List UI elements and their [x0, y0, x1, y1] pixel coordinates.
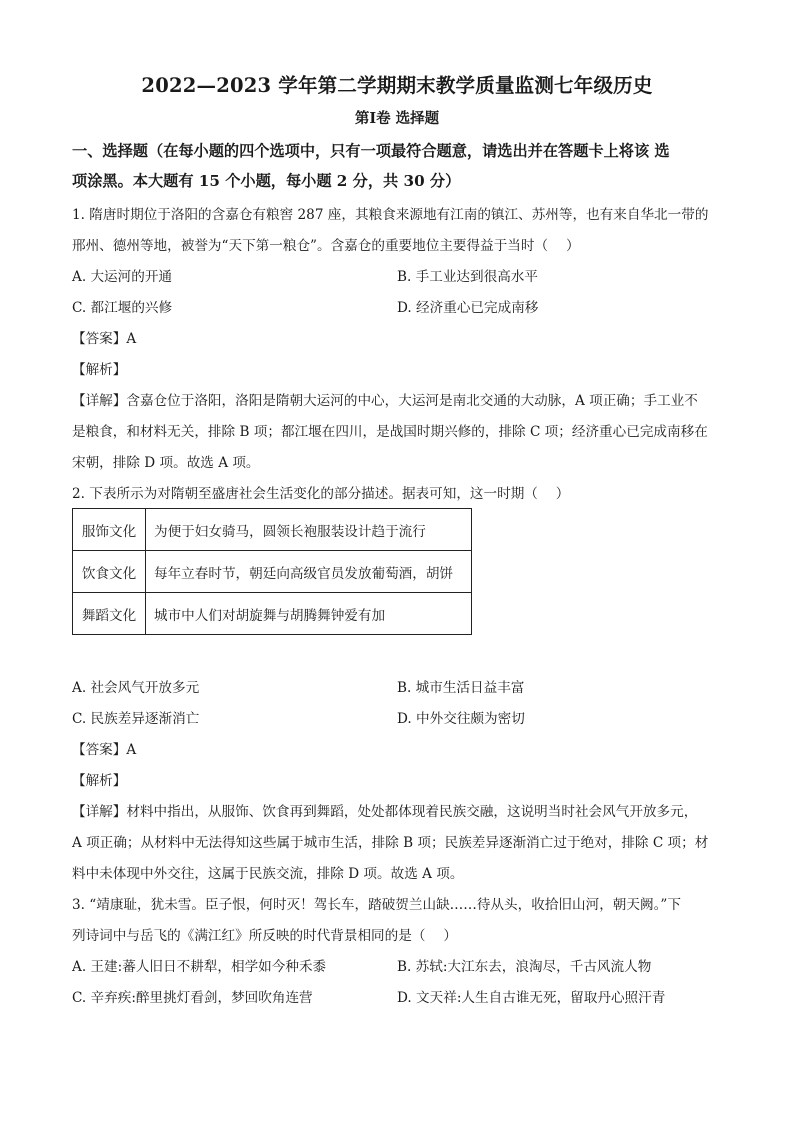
section-subtitle: 第Ⅰ卷 选择题 [354, 110, 440, 127]
q2-stem: 2. 下表所示为对隋朝至盛唐社会生活变化的部分描述。据表可知，这一时期（ ） [72, 486, 570, 502]
q2-option-a: A. 社会风气开放多元 [72, 680, 200, 696]
q3-option-a: A. 王建:蕃人旧日不耕犁，相学如今种禾黍 [72, 959, 327, 975]
q1-analysis-label: 【解析】 [72, 362, 127, 378]
q3-stem-line2: 列诗词中与岳飞的《满江红》所反映的时代背景相同的是（ ） [72, 928, 457, 944]
q1-option-b: B. 手工业达到很高水平 [397, 269, 538, 285]
table-cell-description: 城市中人们对胡旋舞与胡腾舞钟爱有加 [146, 593, 472, 635]
q2-detail-line1: 【详解】材料中指出，从服饰、饮食再到舞蹈，处处都体现着民族交融，这说明当时社会风气开放多元， [72, 804, 698, 820]
q1-detail-line3: 宋朝，排除 D 项。故选 A 项。 [72, 455, 260, 471]
table-row [73, 551, 472, 593]
table-cell-category: 舞蹈文化 [73, 593, 146, 635]
q1-option-a: A. 大运河的开通 [72, 269, 173, 285]
q2-analysis-label: 【解析】 [72, 773, 127, 789]
section-instructions-line1: 一、选择题（在每小题的四个选项中，只有一项最符合题意，请选出并在答题卡上将该 选 [72, 142, 670, 160]
q1-detail-line1: 【详解】含嘉仓位于洛阳，洛阳是隋朝大运河的中心，大运河是南北交通的大动脉，A 项正确；手工业不 [72, 393, 698, 409]
q3-option-d: D. 文天祥:人生自古谁无死，留取丹心照汗青 [397, 990, 666, 1006]
q1-stem-line1: 1. 隋唐时期位于洛阳的含嘉仓有粮窖 287 座，其粮食来源地有江南的镇江、苏州等，也有来自华北一带的 [72, 207, 709, 223]
q1-option-c: C. 都江堰的兴修 [72, 300, 173, 316]
q2-option-d: D. 中外交往颇为密切 [397, 711, 525, 727]
table-cell-description: 为便于妇女骑马，圆领长袍服装设计趋于流行 [146, 509, 472, 551]
q3-stem-line1: 3. “靖康耻，犹未雪。臣子恨，何时灭！驾长车，踏破贺兰山缺……待从头，收拾旧山河，朝天阙。”下 [72, 897, 681, 913]
q1-option-d: D. 经济重心已完成南移 [397, 300, 539, 316]
q2-detail-line3: 料中未体现中外交往，这属于民族交流，排除 D 项。故选 A 项。 [72, 866, 464, 882]
q2-answer: 【答案】A [72, 742, 137, 758]
table-row [73, 509, 472, 551]
q1-stem-line2: 邢州、德州等地，被誉为“天下第一粮仓”。含嘉仓的重要地位主要得益于当时（ ） [72, 238, 580, 254]
table-cell-category: 饮食文化 [73, 551, 146, 593]
q2-option-b: B. 城市生活日益丰富 [397, 680, 525, 696]
q3-option-b: B. 苏轼:大江东去，浪淘尽，千古风流人物 [397, 959, 652, 975]
table-cell-description: 每年立春时节，朝廷向高级官员发放葡萄酒，胡饼 [146, 551, 472, 593]
q2-option-c: C. 民族差异逐渐消亡 [72, 711, 200, 727]
section-instructions-line2: 项涂黑。本大题有 15 个小题，每小题 2 分，共 30 分） [72, 172, 461, 190]
table-cell-category: 服饰文化 [73, 509, 146, 551]
q3-option-c: C. 辛弃疾:醉里挑灯看剑，梦回吹角连营 [72, 990, 313, 1006]
q1-detail-line2: 是粮食，和材料无关，排除 B 项；都江堰在四川，是战国时期兴修的，排除 C 项；经济重心已完成南移在 [72, 424, 708, 440]
page-title: 2022—2023 学年第二学期期末教学质量监测七年级历史 [141, 74, 653, 97]
q2-detail-line2: A 项正确；从材料中无法得知这些属于城市生活，排除 B 项；民族差异逐渐消亡过于绝对，排除 C 项；材 [72, 835, 709, 851]
q2-table [72, 508, 472, 635]
table-row [73, 593, 472, 635]
q1-answer: 【答案】A [72, 331, 137, 347]
